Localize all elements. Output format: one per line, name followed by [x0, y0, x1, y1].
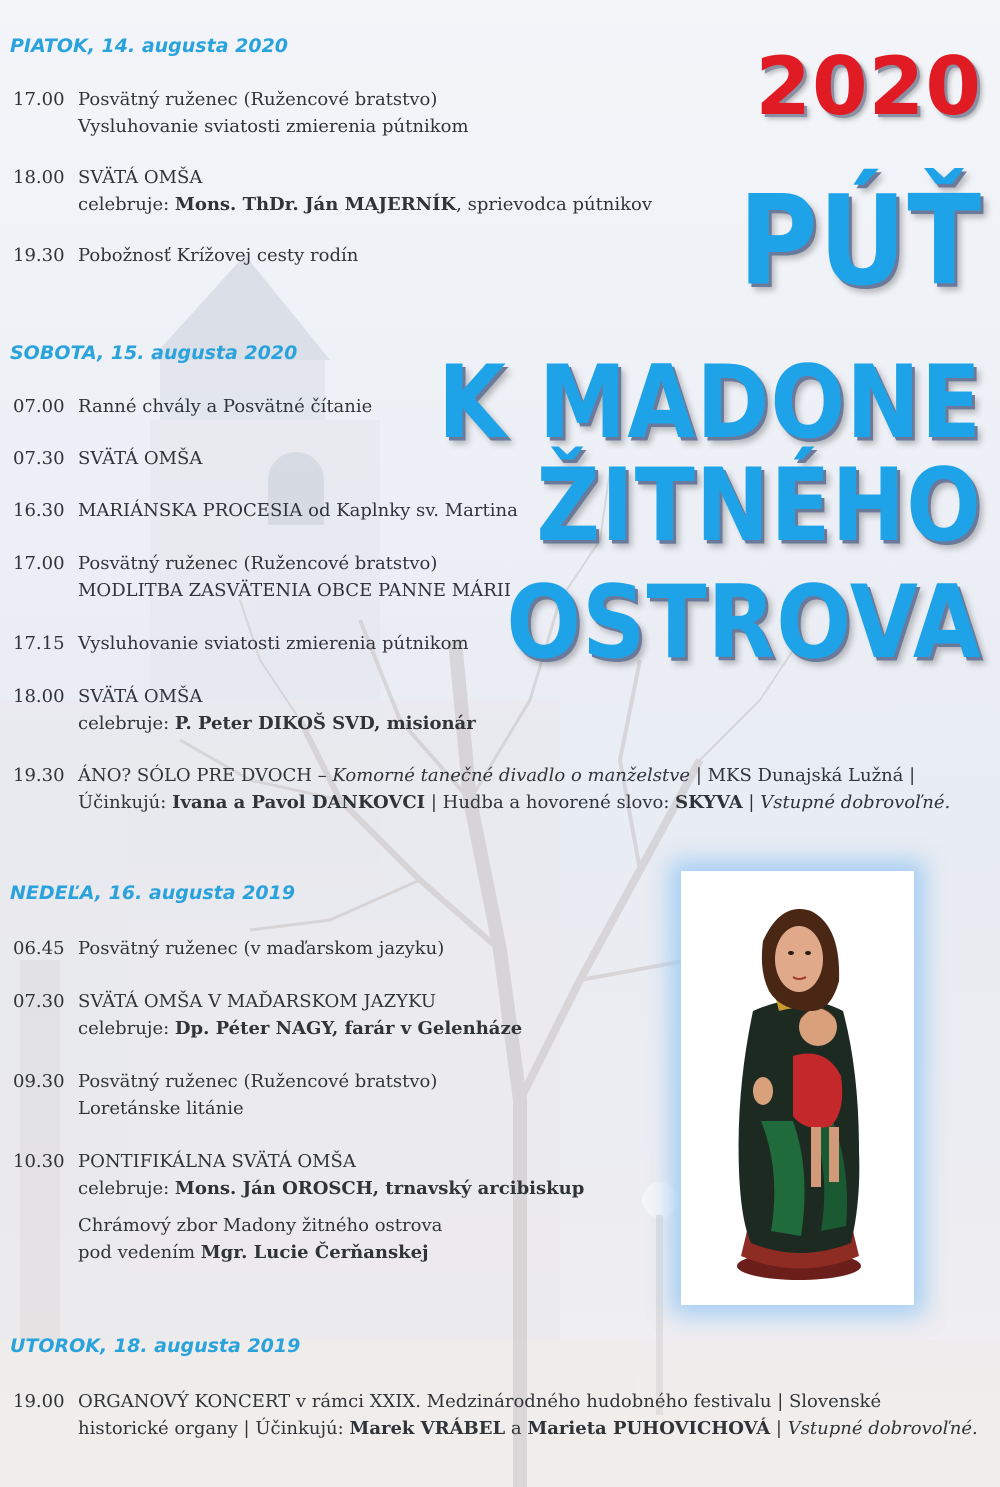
- entry-line: SVÄTÁ OMŠA V MAĎARSKOM JAZYKU: [78, 991, 437, 1012]
- music-name: SKYVA: [675, 792, 743, 813]
- day-heading-tuesday: UTOROK, 18. augusta 2019: [10, 1335, 301, 1357]
- entry-time: 07.00: [13, 396, 65, 417]
- entry-line: PONTIFIKÁLNA SVÄTÁ OMŠA: [78, 1151, 356, 1172]
- entry-line: Posvätný ruženec (Ružencové bratstvo): [78, 89, 438, 110]
- celebrant-name: P. Peter DIKOŠ SVD, misionár: [174, 713, 476, 734]
- entry-line: SVÄTÁ OMŠA: [78, 686, 203, 707]
- entry-time: 19.30: [13, 245, 65, 266]
- entry-time: 18.00: [13, 686, 65, 707]
- entry-line: MODLITBA ZASVÄTENIA OBCE PANNE MÁRII: [78, 580, 511, 601]
- celebrant-label: celebruje:: [78, 1178, 175, 1199]
- celebrant-name: Mons. ThDr. Ján MAJERNÍK: [174, 194, 457, 215]
- event-venue: | MKS Dunajská Lužná |: [690, 765, 916, 786]
- hero-title-madone: K MADONE: [437, 342, 982, 462]
- celebrant-role: , sprievodca pútnikov: [456, 194, 653, 215]
- entry-time: 18.00: [13, 167, 65, 188]
- celebrant-label: celebruje:: [78, 713, 175, 734]
- hero-title-put: PÚŤ: [738, 169, 982, 314]
- entry-time: 19.00: [13, 1391, 65, 1412]
- celebrant-label: celebruje:: [78, 194, 175, 215]
- day-heading-sunday: NEDEĽA, 16. augusta 2019: [10, 882, 296, 904]
- entry-time: 07.30: [13, 991, 65, 1012]
- day-heading-friday: PIATOK, 14. augusta 2020: [10, 35, 289, 57]
- separator: |: [742, 792, 761, 813]
- performer-name: Marek VRÁBEL: [349, 1418, 506, 1439]
- madonna-statue-icon: [681, 871, 914, 1305]
- hero-title-zitneho: ŽITNÉHO: [536, 445, 982, 565]
- entry-line: Loretánske litánie: [78, 1098, 244, 1119]
- entry-free-note: Vstupné dobrovoľné.: [787, 1418, 978, 1439]
- entry-line: ORGANOVÝ KONCERT v rámci XXIX. Medzinárodného hudobného festivalu | Slovenské: [78, 1391, 882, 1412]
- choir-director-label: pod vedením: [78, 1242, 201, 1263]
- entry-time: 06.45: [13, 938, 65, 959]
- entry-time: 17.15: [13, 633, 65, 654]
- entry-time: 16.30: [13, 500, 65, 521]
- hero-year: 2020: [755, 40, 982, 133]
- entry-line: Posvätný ruženec (v maďarskom jazyku): [78, 938, 445, 959]
- celebrant-label: celebruje:: [78, 1018, 175, 1039]
- music-label: | Hudba a hovorené slovo:: [425, 792, 676, 813]
- entry-time: 19.30: [13, 765, 65, 786]
- entry-line: MARIÁNSKA PROCESIA od Kaplnky sv. Martina: [78, 500, 518, 521]
- event-subtitle: Komorné tanečné divadlo o manželstve: [332, 765, 691, 786]
- entry-line: Vysluhovanie sviatosti zmierenia pútnikom: [78, 116, 469, 137]
- entry-line: Vysluhovanie sviatosti zmierenia pútnikom: [78, 633, 469, 654]
- performers-names: Ivana a Pavol DANKOVCI: [172, 792, 426, 813]
- entry-line: Posvätný ruženec (Ružencové bratstvo): [78, 553, 438, 574]
- celebrant-name: Mons. Ján OROSCH, trnavský arcibiskup: [174, 1178, 585, 1199]
- entry-time: 17.00: [13, 89, 65, 110]
- entry-free-note: Vstupné dobrovoľné.: [760, 792, 951, 813]
- day-heading-saturday: SOBOTA, 15. augusta 2020: [10, 342, 298, 364]
- performers-label: historické organy | Účinkujú:: [78, 1418, 350, 1439]
- performer-name: Marieta PUHOVICHOVÁ: [527, 1418, 771, 1439]
- entry-line: Posvätný ruženec (Ružencové bratstvo): [78, 1071, 438, 1092]
- celebrant-name: Dp. Péter NAGY, farár v Gelenháze: [174, 1018, 523, 1039]
- entry-line: Ranné chvály a Posvätné čítanie: [78, 396, 373, 417]
- entry-line: SVÄTÁ OMŠA: [78, 448, 203, 469]
- entry-time: 10.30: [13, 1151, 65, 1172]
- entry-time: 17.00: [13, 553, 65, 574]
- entry-time: 07.30: [13, 448, 65, 469]
- entry-line: Pobožnosť Krížovej cesty rodín: [78, 245, 359, 266]
- conjunction: a: [505, 1418, 528, 1439]
- hero-title-ostrova: OSTROVA: [506, 562, 982, 682]
- entry-line: Chrámový zbor Madony žitného ostrova: [78, 1215, 443, 1236]
- performers-label: Účinkujú:: [78, 792, 173, 813]
- entry-line: SVÄTÁ OMŠA: [78, 167, 203, 188]
- entry-time: 09.30: [13, 1071, 65, 1092]
- event-title: ÁNO? SÓLO PRE DVOCH –: [78, 765, 333, 786]
- choir-director-name: Mgr. Lucie Čerňanskej: [200, 1242, 429, 1263]
- separator: |: [770, 1418, 788, 1439]
- madonna-statue-photo: [681, 871, 914, 1305]
